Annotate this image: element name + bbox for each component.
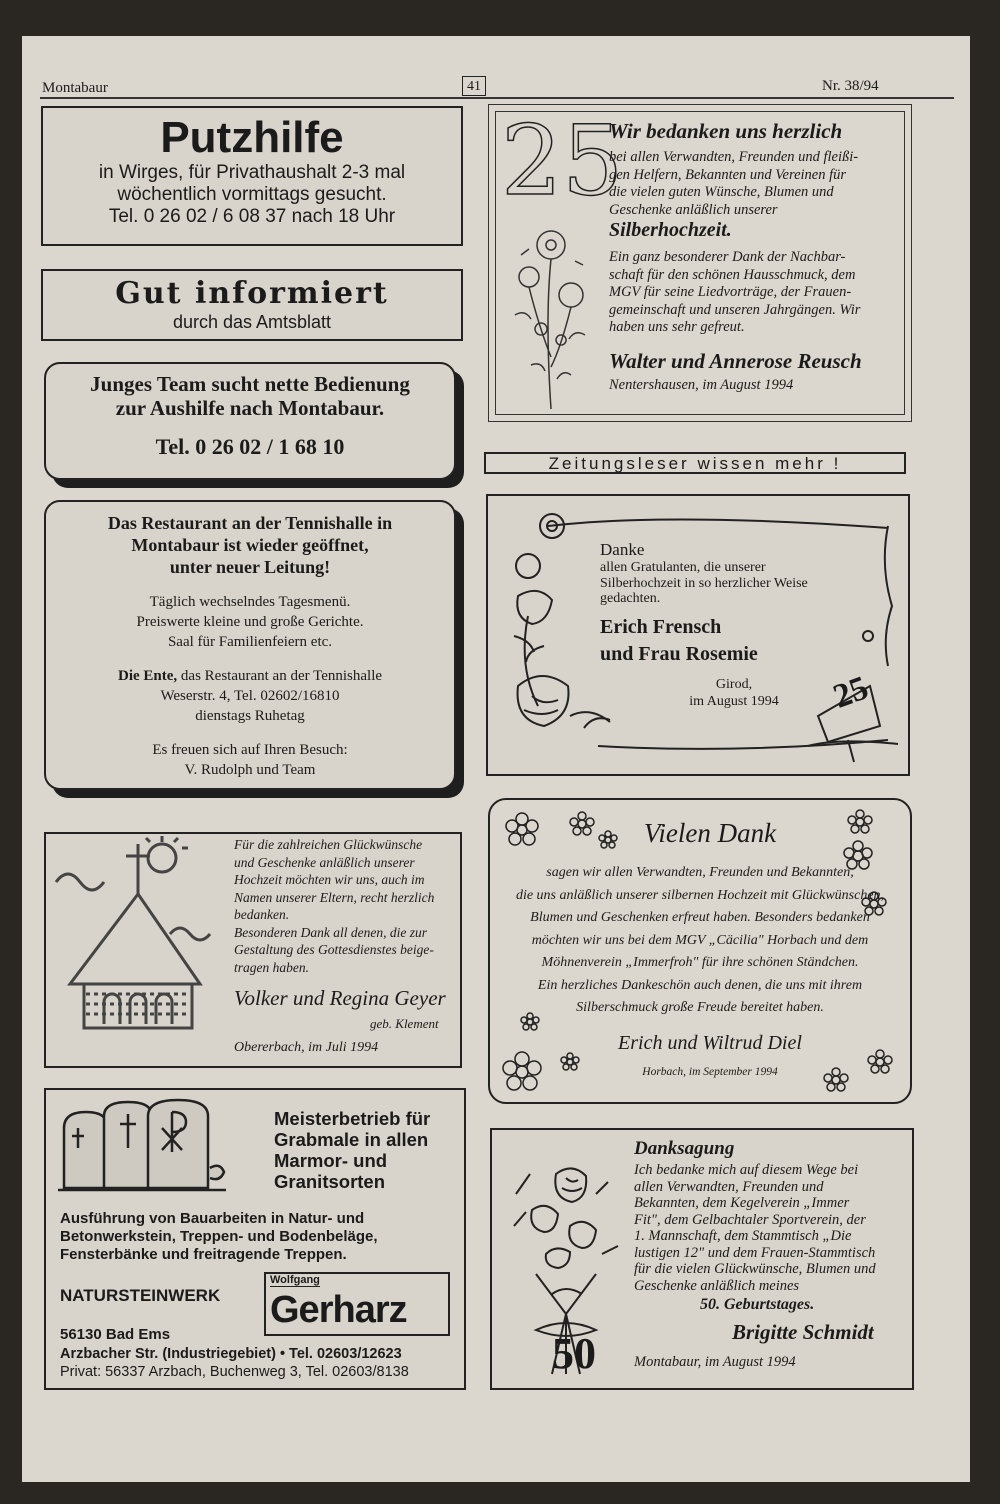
gut-informiert-subtitle: durch das Amtsblatt (172, 312, 332, 332)
geyer-line: und Geschenke anläßlich unserer (234, 854, 415, 870)
schmidt-ad (490, 1128, 914, 1390)
restaurant-body: Saal für Familienfeiern etc. (167, 634, 333, 650)
reusch-occasion: Silberhochzeit. (609, 219, 732, 241)
restaurant-headline: Das Restaurant an der Tennishalle in (107, 513, 393, 533)
church-icon (50, 834, 230, 1034)
putzhilfe-line: wöchentlich vormittags gesucht. (117, 184, 387, 205)
junges-team-line: Junges Team sucht nette Bedienung (90, 372, 410, 396)
diel-line: Möhnenverein „Immerfroh" für ihre schönen Ständchen. (541, 955, 859, 970)
reusch-text2 (609, 249, 905, 337)
frensch-line: allen Gratulanten, die unserer (600, 560, 766, 575)
frensch-line: Silberhochzeit in so herzlicher Weise (600, 575, 808, 591)
reusch-ad (488, 104, 912, 422)
diel-line: möchten wir uns bei dem MGV „Cäcilia" Horbach und dem (531, 932, 869, 948)
frensch-ad (486, 494, 910, 776)
restaurant-closing: Es freuen sich auf Ihren Besuch: (152, 742, 348, 758)
diel-line: Silberschmuck große Freude bereitet haben. (576, 1000, 824, 1015)
grabmale-heading (274, 1108, 430, 1192)
geyer-line: bedanken. (234, 907, 290, 922)
gravestone-icon (56, 1098, 246, 1198)
diel-line: sagen wir allen Verwandten, Freunden und Bekannten, (546, 865, 854, 880)
frensch-title: Danke (600, 540, 645, 559)
gerharz-logo-big: Gerharz (270, 1289, 407, 1331)
frensch-sign: 25 (828, 669, 874, 716)
junges-team-ad (44, 362, 456, 480)
frensch-name-line: Erich Frensch (600, 616, 722, 638)
grabmale-body (60, 1210, 378, 1264)
geyer-line: Namen unserer Eltern, recht herzlich (234, 889, 435, 905)
grabmale-body-line: Ausführung von Bauarbeiten in Natur- und (60, 1210, 365, 1227)
header-right: Nr. 38/94 (822, 78, 879, 94)
putzhilfe-title: Putzhilfe (160, 113, 344, 162)
grabmale-heading-line: Marmor- und (274, 1150, 388, 1171)
page-number: 41 (462, 76, 486, 96)
schmidt-title: Danksagung (634, 1138, 735, 1159)
schmidt-place: Montabaur, im August 1994 (634, 1354, 796, 1370)
geyer-place: Obererbach, im Juli 1994 (234, 1040, 379, 1055)
frensch-place-line: Girod, (715, 677, 753, 692)
reusch-line: schaft für den schönen Hausschmuck, dem (609, 266, 856, 283)
flower-bouquet-icon (501, 215, 601, 415)
schmidt-names: Brigitte Schmidt (732, 1320, 874, 1344)
reusch-text (609, 149, 905, 219)
reusch-line: gen Helfern, Bekannten und Vereinen für (609, 166, 847, 183)
frensch-place-line: im August 1994 (689, 694, 779, 709)
zeitungsleser-text: Zeitungsleser wissen mehr ! (548, 454, 842, 473)
reusch-line: MGV für seine Liedvorträge, der Frauen- (609, 284, 852, 300)
grabmale-ad (44, 1088, 466, 1390)
schmidt-line: 1. Mannschaft, dem Stammtisch „Die (634, 1228, 852, 1244)
schmidt-line: Bekannten, dem Kegelverein „Immer (634, 1195, 850, 1211)
reusch-place: Nentershausen, im August 1994 (609, 377, 794, 393)
geyer-line: Besonderen Dank all denen, die zur (234, 924, 427, 940)
diel-line: Ein herzliches Dankeschön auch denen, die uns mit ihrem (537, 977, 863, 993)
junges-team-line: zur Aushilfe nach Montabaur. (115, 396, 385, 420)
restaurant-name: Die Ente, (117, 668, 178, 684)
restaurant-headline: Montabaur ist wieder geöffnet, (131, 535, 369, 555)
gut-informiert-title: Gut informiert (115, 276, 389, 311)
geyer-names: Volker und Regina Geyer (234, 986, 446, 1010)
grabmale-heading-line: Grabmale in allen (274, 1129, 429, 1150)
frensch-line: gedachten. (600, 591, 661, 606)
diel-line: Blumen und Geschenken erfreut haben. Besonders bedanken (530, 910, 870, 925)
restaurant-name-line (46, 666, 454, 686)
reusch-names: Walter und Annerose Reusch (609, 349, 862, 373)
schmidt-line: lustigen 12" und dem Frauen-Stammtisch (634, 1244, 876, 1261)
reusch-line: haben uns sehr gefreut. (609, 319, 745, 335)
schmidt-line: Fit", dem Gelbachtaler Sportverein, der (634, 1211, 866, 1228)
geyer-line: Hochzeit möchten wir uns, auch im (234, 872, 425, 887)
gerharz-logo (264, 1272, 450, 1336)
geyer-line: tragen haben. (234, 959, 309, 975)
restaurant-closing: V. Rudolph und Team (184, 762, 316, 778)
reusch-number: 25 (501, 105, 624, 217)
frensch-place (684, 676, 784, 710)
putzhilfe-line: in Wirges, für Privathaushalt 2-3 mal (98, 162, 406, 183)
reusch-line: gemeinschaft und unseren Jahrgängen. Wir (609, 301, 861, 318)
grabmale-company: NATURSTEINWERK (60, 1286, 221, 1305)
reusch-title: Wir bedanken uns herzlich (609, 119, 843, 143)
schmidt-line: allen Verwandten, Freunden und (634, 1178, 824, 1195)
putzhilfe-ad (41, 106, 463, 246)
grabmale-heading-line: Meisterbetrieb für (274, 1108, 431, 1129)
diel-title: Vielen Dank (643, 818, 777, 848)
restaurant-body: Preiswerte kleine und große Gerichte. (136, 614, 364, 630)
newspaper-page (22, 36, 970, 1482)
schmidt-line: für die vielen Glückwünsche, Blumen und (634, 1261, 876, 1277)
grabmale-heading-line: Granitsorten (274, 1171, 386, 1192)
grabmale-private: Privat: 56337 Arzbach, Buchenweg 3, Tel. 02603/8138 (60, 1364, 409, 1380)
restaurant-headline: unter neuer Leitung! (169, 557, 331, 577)
geyer-text (234, 836, 460, 976)
restaurant-ad (44, 500, 456, 790)
gut-informiert-ad (41, 269, 463, 341)
geyer-line: Gestaltung des Gottesdienstes beige- (234, 942, 434, 957)
diel-ad (488, 798, 912, 1104)
schmidt-number: 50 (552, 1329, 596, 1378)
restaurant-name-rest: das Restaurant an der Tennishalle (177, 668, 383, 684)
grabmale-city: 56130 Bad Ems (60, 1326, 171, 1343)
geyer-line: Für die zahlreichen Glückwünsche (234, 837, 423, 852)
gerharz-logo-small: Wolfgang (270, 1274, 320, 1286)
frensch-text (600, 560, 808, 607)
restaurant-address: dienstags Ruhetag (195, 708, 305, 724)
geyer-nee: geb. Klement (370, 1016, 439, 1031)
geyer-ad (44, 832, 462, 1068)
reusch-line: bei allen Verwandten, Freunden und fleißi- (609, 149, 859, 165)
grabmale-address: Arzbacher Str. (Industriegebiet) • Tel. 02603/12623 (60, 1346, 402, 1362)
frensch-names (600, 614, 758, 668)
reusch-line: Ein ganz besonderer Dank der Nachbar- (609, 249, 846, 265)
header-left: Montabaur (42, 80, 108, 96)
grabmale-body-line: Fensterbänke und freitragende Treppen. (60, 1246, 347, 1263)
header-rule (40, 97, 954, 99)
schmidt-line: Geschenke anläßlich meines (634, 1277, 800, 1294)
diel-place: Horbach, im September 1994 (642, 1066, 778, 1078)
reusch-line: Geschenke anläßlich unserer (609, 201, 778, 218)
frensch-name-line: und Frau Rosemie (600, 643, 758, 665)
junges-team-tel: Tel. 0 26 02 / 1 68 10 (155, 434, 345, 459)
diel-line: die uns anläßlich unserer silbernen Hochzeit mit Glückwünschen, (515, 887, 885, 903)
restaurant-body: Täglich wechselndes Tagesmenü. (149, 594, 351, 610)
putzhilfe-line: Tel. 0 26 02 / 6 08 37 nach 18 Uhr (108, 206, 396, 227)
schmidt-occasion: 50. Geburtstages. (700, 1296, 815, 1313)
schmidt-text (634, 1162, 910, 1294)
reusch-line: die vielen guten Wünsche, Blumen und (609, 184, 834, 200)
schmidt-line: Ich bedanke mich auf diesem Wege bei (634, 1162, 859, 1178)
restaurant-address: Weserstr. 4, Tel. 02602/16810 (160, 688, 340, 704)
diel-text (504, 862, 896, 1020)
diel-names: Erich und Wiltrud Diel (618, 1032, 802, 1054)
grabmale-body-line: Betonwerkstein, Treppen- und Bodenbeläge, (60, 1228, 378, 1245)
zeitungsleser-banner (484, 452, 906, 474)
